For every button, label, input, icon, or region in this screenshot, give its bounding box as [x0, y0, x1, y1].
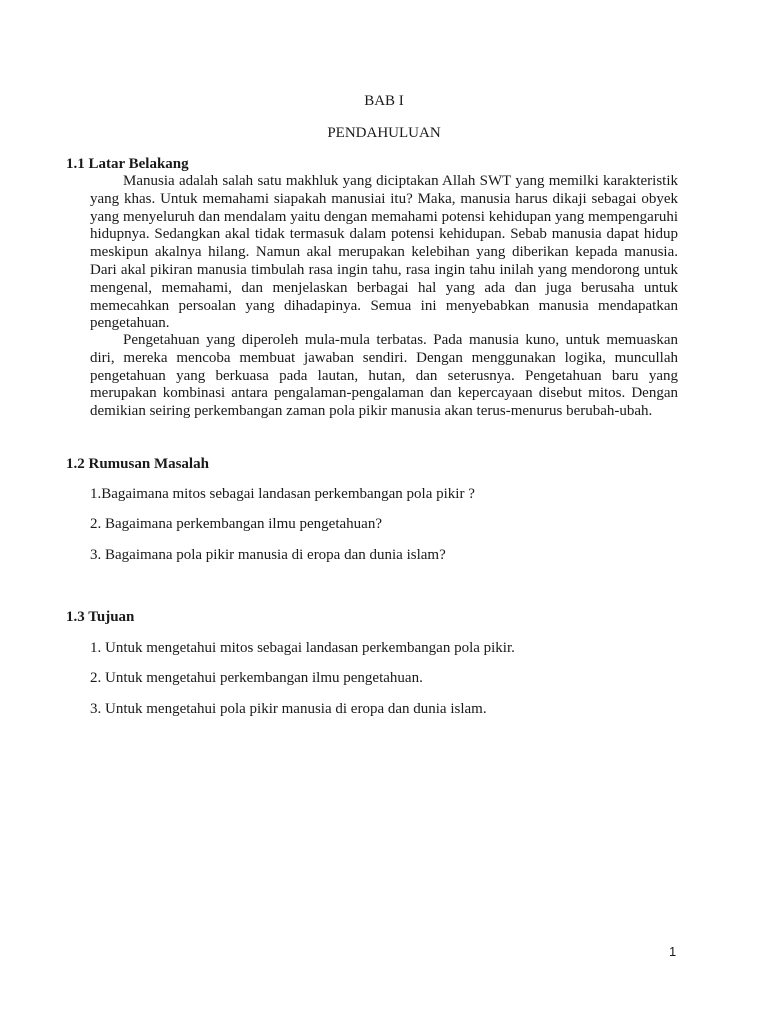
- section-heading-tujuan: 1.3 Tujuan: [66, 609, 135, 625]
- paragraph-1: Manusia adalah salah satu makhluk yang diciptakan Allah SWT yang memilki karakteristik yang khas. Untuk memahami siapakah manusiai itu? Maka, manusia harus dikaji sebagai obyek yang menyeluruh dan mendalam yaitu dengan memahami potensi kehidupan yang mempengaruhi hidupnya. Sedangkan akal tidak termasuk dalam potensi kehidupan. Sebab manusia dapat hidup meskipun akalnya hilang. Namun akal merupakan kelebihan yang diberikan kepada manusia. Dari akal pikiran manusia timbulah rasa ingin tahu, rasa ingin tahu inilah yang mendorong untuk mengenal, memahami, dan menjelaskan berbagai hal yang ada dan juga berusaha untuk memecahkan persoalan yang dihadapinya. Semua ini menyebabkan manusia mendapatkan pengetahuan.: [90, 173, 678, 332]
- list-item: 1. Untuk mengetahui mitos sebagai landasan perkembangan pola pikir.: [90, 640, 515, 656]
- section-heading-latar-belakang: 1.1 Latar Belakang: [66, 156, 189, 172]
- list-item: 3. Untuk mengetahui pola pikir manusia di eropa dan dunia islam.: [90, 701, 487, 717]
- chapter-title: PENDAHULUAN: [327, 125, 441, 141]
- list-item: 2. Bagaimana perkembangan ilmu pengetahuan?: [90, 516, 382, 532]
- list-item: 2. Untuk mengetahui perkembangan ilmu pengetahuan.: [90, 670, 423, 686]
- list-item: 1.Bagaimana mitos sebagai landasan perkembangan pola pikir ?: [90, 486, 475, 502]
- page-number: 1: [669, 944, 677, 959]
- chapter-number: BAB I: [364, 93, 404, 109]
- section-heading-rumusan-masalah: 1.2 Rumusan Masalah: [66, 456, 209, 472]
- paragraph-2: Pengetahuan yang diperoleh mula-mula terbatas. Pada manusia kuno, untuk memuaskan diri, mereka mencoba membuat jawaban sendiri. Dengan menggunakan logika, muncullah pengetahuan yang berkuasa pada lautan, hutan, dan seterusnya. Pengetahuan baru yang merupakan kombinasi antara pengalaman-pengalaman dan kepercayaan disebut mitos. Dengan demikian seiring perkembangan zaman pola pikir manusia akan terus-menurus berubah-ubah.: [90, 332, 678, 420]
- list-item: 3. Bagaimana pola pikir manusia di eropa dan dunia islam?: [90, 547, 446, 563]
